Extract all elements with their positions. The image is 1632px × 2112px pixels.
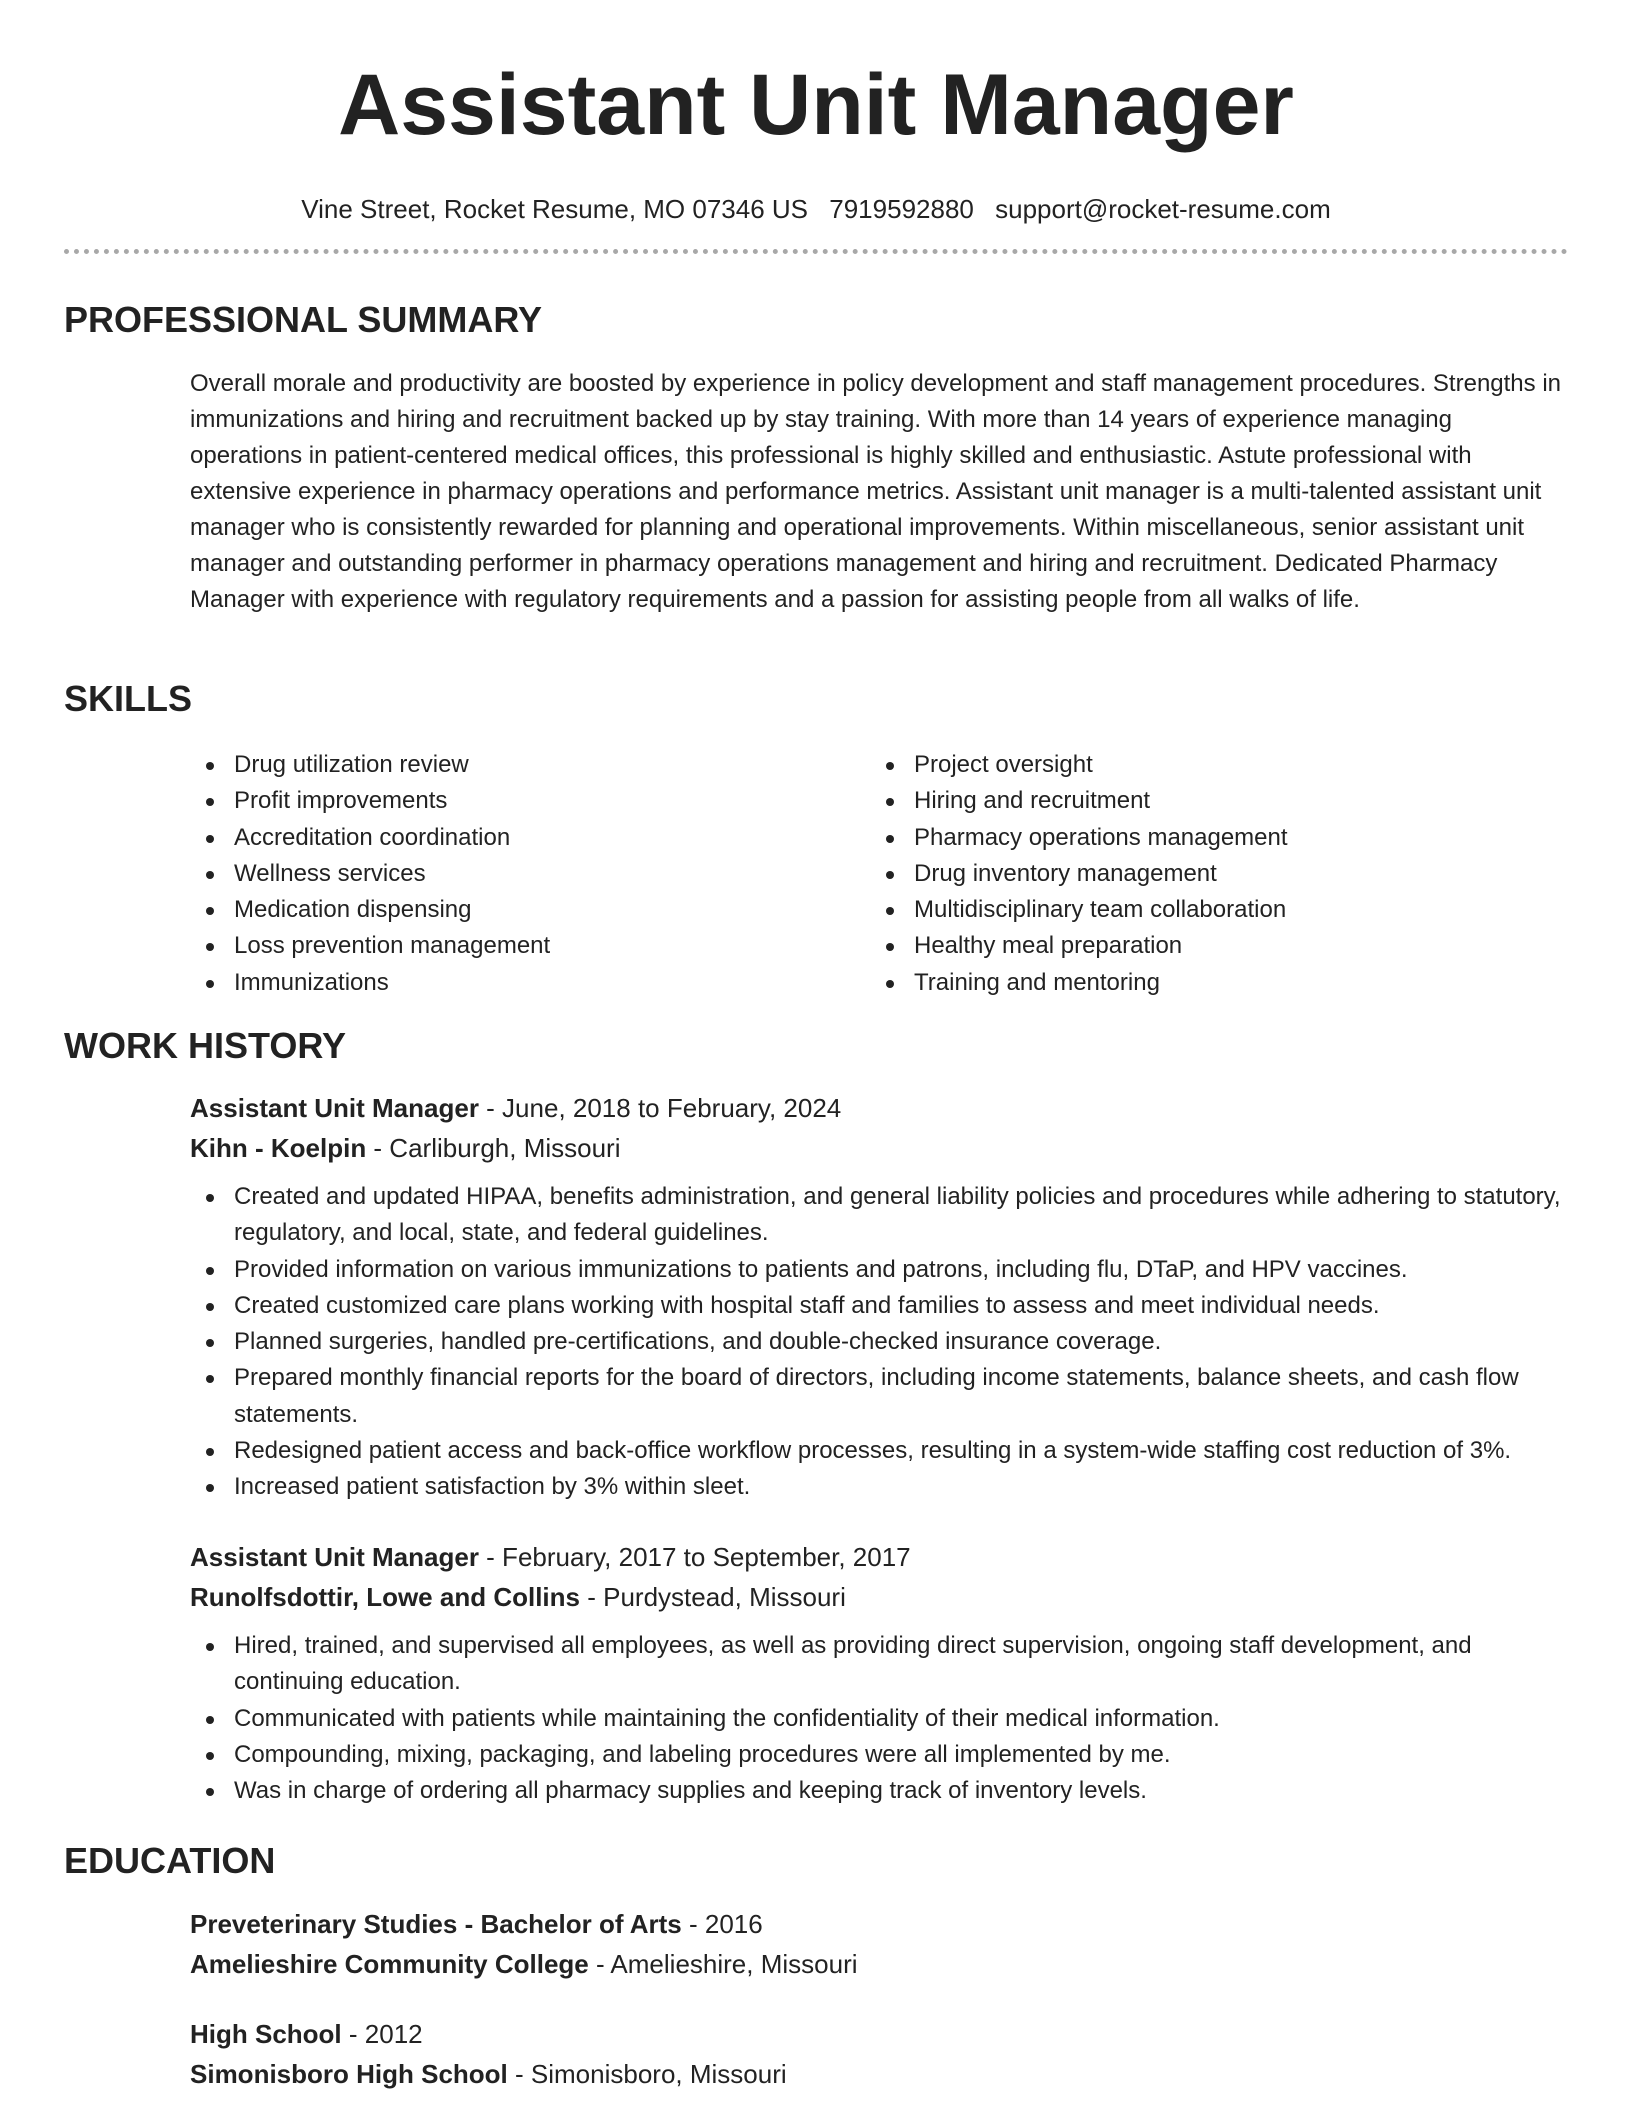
job-bullet: Prepared monthly financial reports for the board of directors, including income statements, balance sheets, and cash flow statements.	[190, 1360, 1568, 1433]
degree-line	[190, 1904, 1568, 1944]
job-company-line	[190, 1577, 1568, 1617]
degree-year: - 2016	[681, 1909, 763, 1939]
skills-column-right	[870, 747, 1550, 1001]
candidate-name: Assistant Unit Manager	[338, 57, 1294, 153]
education-entry	[190, 2014, 1568, 2094]
skill-item: Immunizations	[190, 965, 870, 1001]
skill-item: Training and mentoring	[870, 965, 1550, 1001]
skill-item: Medication dispensing	[190, 892, 870, 928]
school-location: - Amelieshire, Missouri	[588, 1949, 858, 1979]
skill-item: Profit improvements	[190, 783, 870, 819]
header-divider	[64, 249, 1568, 254]
job-entry	[190, 1537, 1568, 1809]
job-location: - Carliburgh, Missouri	[366, 1133, 621, 1163]
job-company: Kihn - Koelpin	[190, 1133, 367, 1163]
job-company-line	[190, 1128, 1568, 1168]
job-bullet: Redesigned patient access and back-office workflow processes, resulting in a system-wide staffing cost reduction of 3%.	[190, 1433, 1568, 1469]
skill-item: Drug inventory management	[870, 856, 1550, 892]
job-bullet: Created and updated HIPAA, benefits administration, and general liability policies and procedures while adhering to statutory, regulatory, and local, state, and federal guidelines.	[190, 1179, 1568, 1252]
skill-item: Healthy meal preparation	[870, 928, 1550, 964]
job-bullets	[190, 1179, 1568, 1506]
degree-name: Preveterinary Studies - Bachelor of Arts	[190, 1909, 682, 1939]
school-name: Simonisboro High School	[190, 2059, 508, 2089]
job-title-line	[190, 1088, 1568, 1128]
job-title-line	[190, 1537, 1568, 1577]
job-bullet: Hired, trained, and supervised all employees, as well as providing direct supervision, ongoing staff development, and continuing education.	[190, 1628, 1568, 1701]
skills-list	[190, 747, 1568, 1001]
school-name: Amelieshire Community College	[190, 1949, 589, 1979]
job-role: Assistant Unit Manager	[190, 1093, 479, 1123]
job-bullets	[190, 1628, 1568, 1809]
degree-year: - 2012	[341, 2019, 423, 2049]
skill-item: Hiring and recruitment	[870, 783, 1550, 819]
work-history-heading: WORK HISTORY	[64, 1025, 347, 1066]
skills-heading: SKILLS	[64, 678, 193, 719]
degree-line	[190, 2014, 1568, 2054]
skill-item: Multidisciplinary team collaboration	[870, 892, 1550, 928]
school-line	[190, 1944, 1568, 1984]
job-role: Assistant Unit Manager	[190, 1542, 479, 1572]
skills-column-left	[190, 747, 870, 1001]
education-entry	[190, 1904, 1568, 1984]
summary-heading: PROFESSIONAL SUMMARY	[64, 299, 543, 340]
skill-item: Wellness services	[190, 856, 870, 892]
skill-item: Pharmacy operations management	[870, 820, 1550, 856]
job-bullet: Increased patient satisfaction by 3% within sleet.	[190, 1469, 1568, 1505]
contact-line	[0, 192, 1632, 226]
education-heading: EDUCATION	[64, 1840, 276, 1881]
contact-phone: 7919592880	[829, 194, 974, 224]
job-dates: - February, 2017 to September, 2017	[478, 1542, 911, 1572]
resume-header	[0, 50, 1632, 226]
job-location: - Purdystead, Missouri	[580, 1582, 846, 1612]
job-bullet: Communicated with patients while maintaining the confidentiality of their medical information.	[190, 1701, 1568, 1737]
job-entry	[190, 1088, 1568, 1506]
job-bullet: Compounding, mixing, packaging, and labeling procedures were all implemented by me.	[190, 1737, 1568, 1773]
contact-email: support@rocket-resume.com	[995, 194, 1331, 224]
skill-item: Drug utilization review	[190, 747, 870, 783]
school-location: - Simonisboro, Missouri	[507, 2059, 787, 2089]
contact-address: Vine Street, Rocket Resume, MO 07346 US	[301, 194, 809, 224]
summary-text: Overall morale and productivity are boosted by experience in policy development and staff management procedures. Strengths in immunizations and hiring and recruitment backed up by stay training. With more than 14 years of experience managing operations in patient-centered medical offices, this professional is highly skilled and enthusiastic. Astute professional with extensive experience in pharmacy operations and performance metrics. Assistant unit manager is a multi-talented assistant unit manager who is consistently rewarded for planning and operational improvements. Within miscellaneous, senior assistant unit manager and outstanding performer in pharmacy operations management and hiring and recruitment. Dedicated Pharmacy Manager with experience with regulatory requirements and a passion for assisting people from all walks of life.	[190, 370, 1561, 613]
job-bullet: Provided information on various immunizations to patients and patrons, including flu, DTaP, and HPV vaccines.	[190, 1252, 1568, 1288]
job-bullet: Planned surgeries, handled pre-certifications, and double-checked insurance coverage.	[190, 1324, 1568, 1360]
job-company: Runolfsdottir, Lowe and Collins	[190, 1582, 580, 1612]
school-line	[190, 2054, 1568, 2094]
job-bullet: Was in charge of ordering all pharmacy supplies and keeping track of inventory levels.	[190, 1773, 1568, 1809]
skill-item: Loss prevention management	[190, 928, 870, 964]
job-bullet: Created customized care plans working with hospital staff and families to assess and meet individual needs.	[190, 1288, 1568, 1324]
degree-name: High School	[190, 2019, 342, 2049]
job-dates: - June, 2018 to February, 2024	[478, 1093, 842, 1123]
skill-item: Accreditation coordination	[190, 820, 870, 856]
skill-item: Project oversight	[870, 747, 1550, 783]
